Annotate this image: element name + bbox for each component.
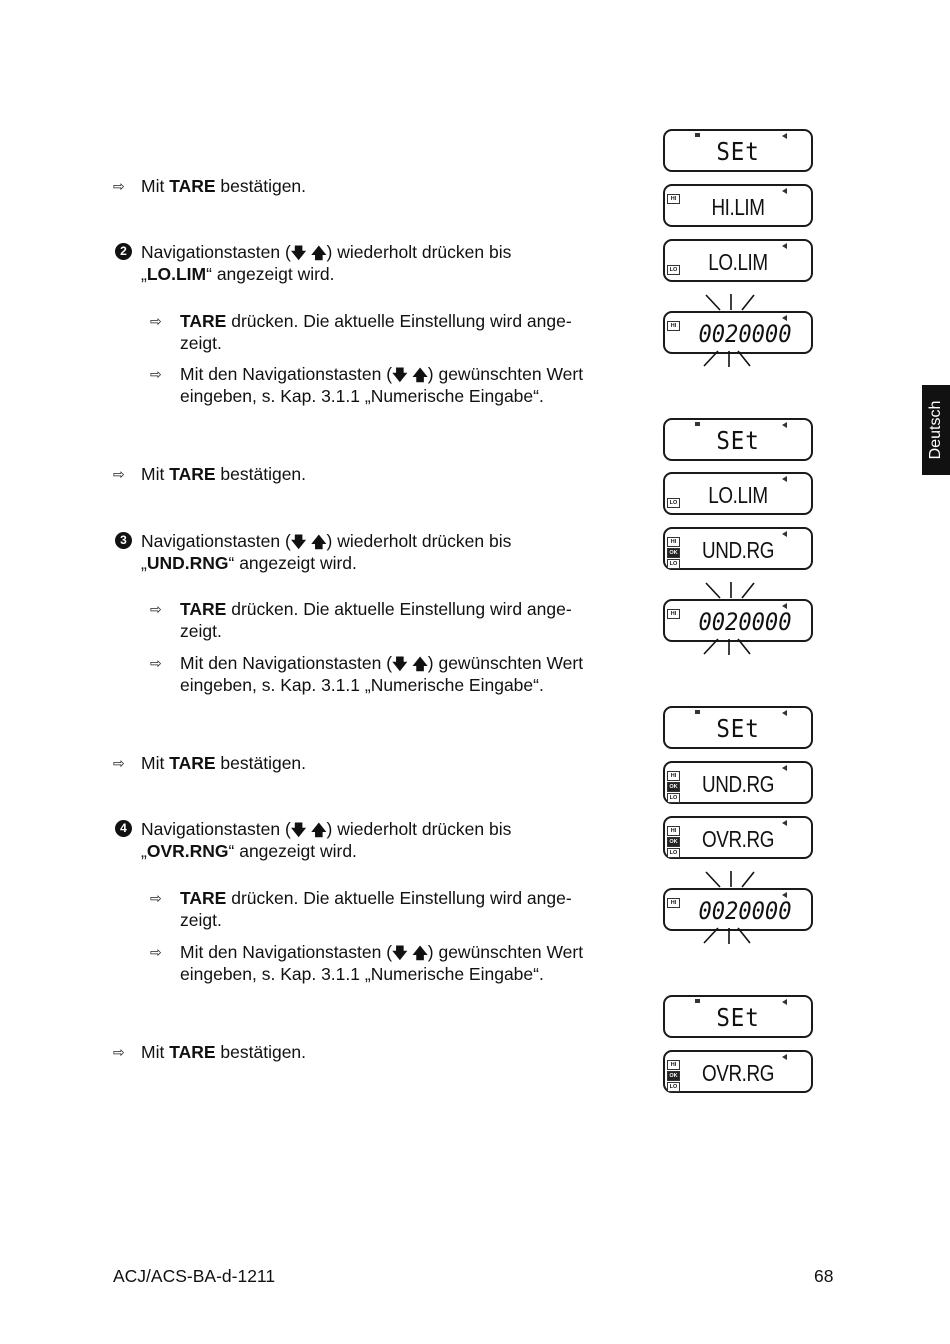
hi-indicator: HI (667, 771, 680, 781)
display-value: SEt (716, 1003, 760, 1032)
arrow-down-icon: 🡇 (290, 822, 307, 839)
page-number: 68 (814, 1266, 834, 1286)
ok-indicator: OK (667, 1071, 680, 1081)
nav-instruction: Navigationstasten (🡇 🡅) wiederholt drücken bis (141, 818, 511, 842)
step-number: 3 (115, 532, 132, 549)
arrow-up-icon: 🡅 (311, 822, 327, 839)
display-value: 0020000 (698, 608, 792, 636)
display-value: OVR.RG (702, 1060, 774, 1086)
confirm-line: Mit TARE bestätigen. (141, 1042, 307, 1062)
sub-instruction-cont: eingeben, s. Kap. 3.1.1 „Numerische Eingabe“. (180, 964, 544, 984)
arrow-icon: ⇨ (150, 313, 162, 329)
sub-instruction-cont: eingeben, s. Kap. 3.1.1 „Numerische Eingabe“. (180, 386, 544, 406)
lo-indicator: LO (667, 793, 680, 803)
arrow-down-icon: 🡇 (290, 534, 307, 551)
lo-indicator: LO (667, 498, 680, 508)
confirm-line: Mit TARE bestätigen. (141, 753, 307, 773)
blink-top-icon (690, 870, 770, 890)
display-value: LO.LIM (708, 482, 768, 508)
nav-target: „LO.LIM“ angezeigt wird. (141, 264, 335, 284)
step-number: 2 (115, 243, 132, 260)
nav-instruction: Navigationstasten (🡇 🡅) wiederholt drücken bis (141, 241, 511, 265)
ok-indicator: OK (667, 837, 680, 847)
blink-bottom-icon (690, 348, 770, 368)
display-value: UND.RG (702, 537, 774, 563)
lcd-display (663, 239, 813, 282)
lcd-display (663, 816, 813, 859)
sub-instruction: Mit den Navigationstasten (🡇 🡅) gewünschten Wert (180, 652, 583, 676)
hi-indicator: HI (667, 537, 680, 547)
arrow-down-icon: 🡇 (392, 656, 408, 673)
hi-indicator: HI (667, 898, 680, 908)
hi-indicator: HI (667, 609, 680, 619)
display-value: 0020000 (698, 897, 792, 925)
lcd-display (663, 995, 813, 1038)
lcd-display (663, 1050, 813, 1093)
sub-instruction-cont: zeigt. (180, 621, 222, 641)
lcd-display (663, 129, 813, 172)
hi-indicator: HI (667, 194, 680, 204)
arrow-down-icon: 🡇 (290, 245, 307, 262)
nav-target: „UND.RNG“ angezeigt wird. (141, 553, 357, 573)
arrow-up-icon: 🡅 (311, 245, 327, 262)
hi-indicator: HI (667, 1060, 680, 1070)
arrow-icon: ⇨ (113, 1044, 125, 1060)
arrow-up-icon: 🡅 (412, 656, 428, 673)
lcd-display (663, 184, 813, 227)
blink-bottom-icon (690, 636, 770, 656)
lcd-display (663, 472, 813, 515)
document-id: ACJ/ACS-BA-d-1211 (113, 1266, 276, 1286)
lcd-display (663, 418, 813, 461)
sub-instruction-cont: eingeben, s. Kap. 3.1.1 „Numerische Eingabe“. (180, 675, 544, 695)
arrow-down-icon: 🡇 (392, 367, 408, 384)
arrow-icon: ⇨ (150, 655, 162, 671)
lo-indicator: LO (667, 848, 680, 858)
arrow-up-icon: 🡅 (311, 534, 327, 551)
sub-instruction-cont: zeigt. (180, 333, 222, 353)
language-tab-label: Deutsch (927, 400, 944, 460)
display-value: UND.RG (702, 771, 774, 797)
arrow-icon: ⇨ (113, 466, 125, 482)
hi-indicator: HI (667, 826, 680, 836)
lo-indicator: LO (667, 1082, 680, 1092)
sub-instruction: TARE drücken. Die aktuelle Einstellung wird ange- (180, 599, 572, 619)
arrow-icon: ⇨ (150, 944, 162, 960)
display-value: SEt (716, 426, 760, 455)
display-value: HI.LIM (711, 194, 765, 220)
language-tab (922, 385, 950, 475)
blink-top-icon (690, 293, 770, 313)
lcd-display (663, 527, 813, 570)
display-value: SEt (716, 137, 760, 166)
sub-instruction-cont: zeigt. (180, 910, 222, 930)
sub-instruction: Mit den Navigationstasten (🡇 🡅) gewünschten Wert (180, 363, 583, 387)
arrow-icon: ⇨ (113, 755, 125, 771)
sub-instruction: TARE drücken. Die aktuelle Einstellung wird ange- (180, 888, 572, 908)
lo-indicator: LO (667, 265, 680, 275)
display-value: OVR.RG (702, 826, 774, 852)
arrow-icon: ⇨ (150, 601, 162, 617)
lo-indicator: LO (667, 559, 680, 569)
nav-target: „OVR.RNG“ angezeigt wird. (141, 841, 357, 861)
ok-indicator: OK (667, 548, 680, 558)
blink-bottom-icon (690, 925, 770, 945)
lcd-display (663, 761, 813, 804)
confirm-line: Mit TARE bestätigen. (141, 464, 307, 484)
ok-indicator: OK (667, 782, 680, 792)
sub-instruction: TARE drücken. Die aktuelle Einstellung wird ange- (180, 311, 572, 331)
arrow-icon: ⇨ (150, 890, 162, 906)
confirm-line: Mit TARE bestätigen. (141, 176, 307, 196)
lcd-display (663, 706, 813, 749)
display-value: SEt (716, 714, 760, 743)
arrow-icon: ⇨ (150, 366, 162, 382)
arrow-down-icon: 🡇 (392, 945, 408, 962)
nav-instruction: Navigationstasten (🡇 🡅) wiederholt drücken bis (141, 530, 511, 554)
blink-top-icon (690, 581, 770, 601)
sub-instruction: Mit den Navigationstasten (🡇 🡅) gewünschten Wert (180, 941, 583, 965)
step-number: 4 (115, 820, 132, 837)
display-value: 0020000 (698, 320, 792, 348)
arrow-icon: ⇨ (113, 178, 125, 194)
arrow-up-icon: 🡅 (412, 367, 428, 384)
hi-indicator: HI (667, 321, 680, 331)
arrow-up-icon: 🡅 (412, 945, 428, 962)
display-value: LO.LIM (708, 249, 768, 275)
